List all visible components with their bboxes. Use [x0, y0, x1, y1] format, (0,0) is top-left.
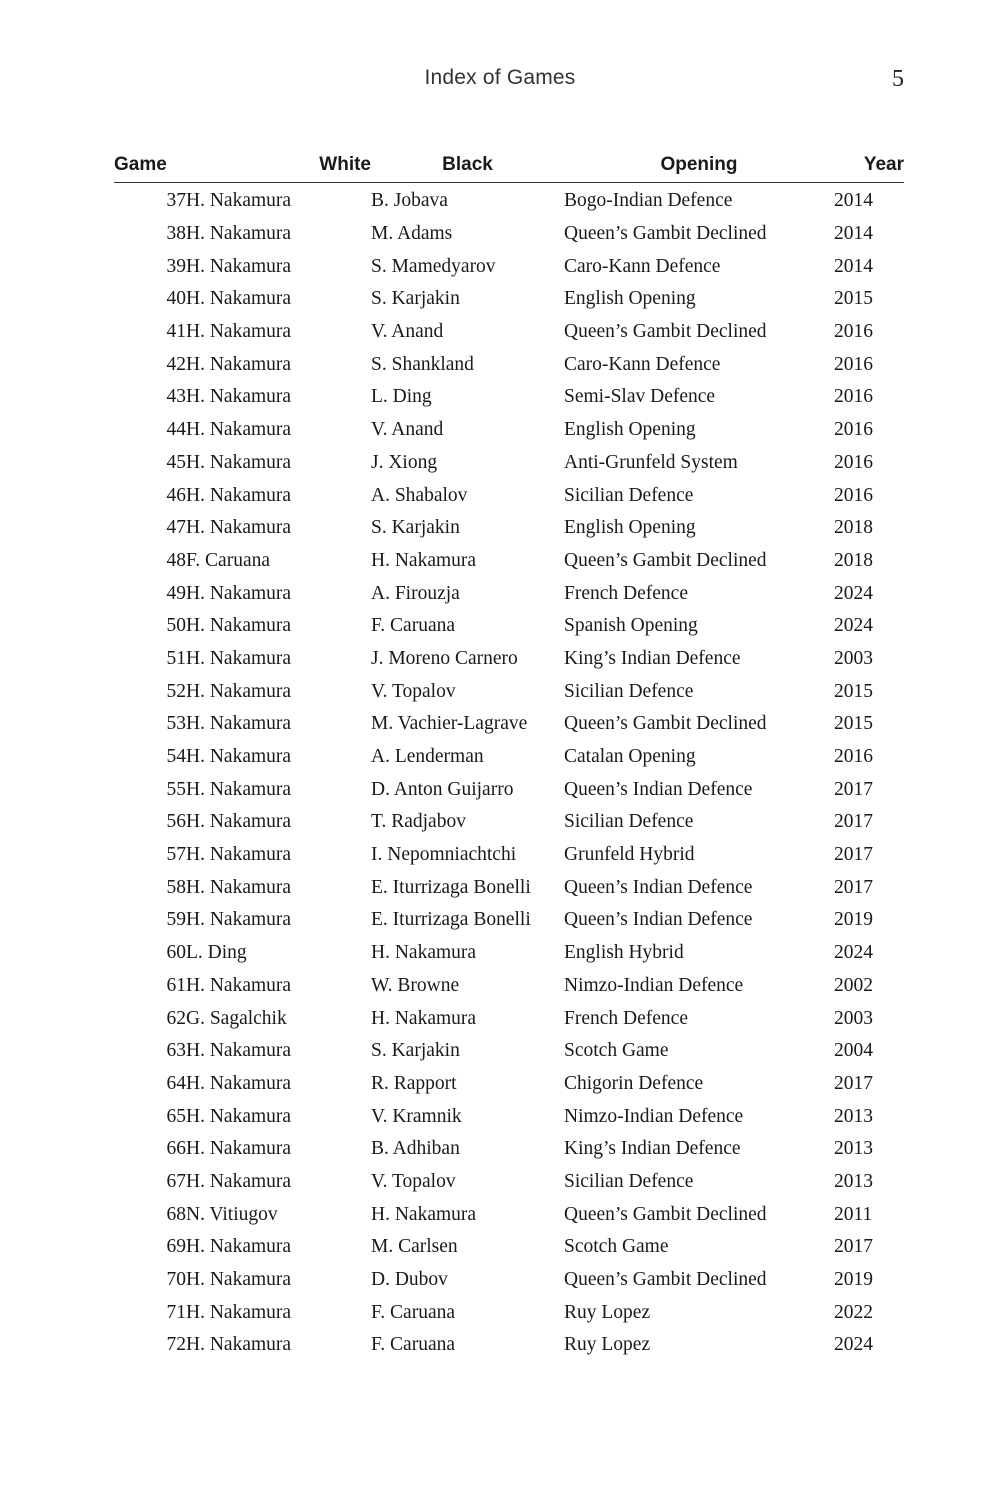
table-row [114, 1264, 904, 1297]
opening-cell: French Defence [564, 1007, 688, 1029]
black-player-cell: W. Browne [371, 974, 460, 996]
year-cell: 2015 [834, 680, 873, 702]
year-cell: 2013 [834, 1138, 873, 1160]
year-cell: 2016 [834, 746, 873, 768]
game-number-cell: 56 [166, 811, 186, 833]
opening-cell: Scotch Game [564, 1236, 669, 1258]
table-row [114, 512, 904, 545]
table-row [114, 1296, 904, 1329]
game-number-cell: 71 [166, 1301, 186, 1323]
opening-cell: Anti-Grunfeld System [564, 451, 738, 473]
opening-cell: Grunfeld Hybrid [564, 844, 695, 866]
column-header-black: Black [371, 148, 564, 183]
white-player-cell: H. Nakamura [186, 1072, 292, 1094]
white-player-cell: H. Nakamura [186, 1105, 292, 1127]
opening-cell: Queen’s Gambit Declined [564, 1269, 767, 1291]
black-player-cell: S. Karjakin [371, 1040, 460, 1062]
white-player-cell: H. Nakamura [186, 615, 292, 637]
opening-cell: Catalan Opening [564, 746, 696, 768]
table-row [114, 1035, 904, 1068]
game-number-cell: 69 [166, 1236, 186, 1258]
year-cell: 2019 [834, 1269, 873, 1291]
black-player-cell: D. Anton Guijarro [371, 778, 514, 800]
table-row [114, 1068, 904, 1101]
year-cell: 2004 [834, 1040, 873, 1062]
game-number-cell: 66 [166, 1138, 186, 1160]
opening-cell: English Opening [564, 419, 696, 441]
table-row [114, 806, 904, 839]
table-row [114, 1100, 904, 1133]
page-header [0, 66, 1000, 96]
table-header-row [114, 148, 904, 183]
black-player-cell: H. Nakamura [371, 942, 477, 964]
game-number-cell: 59 [166, 909, 186, 931]
white-player-cell: H. Nakamura [186, 1236, 292, 1258]
black-player-cell: H. Nakamura [371, 1007, 477, 1029]
opening-cell: Queen’s Indian Defence [564, 909, 753, 931]
year-cell: 2003 [834, 647, 873, 669]
opening-cell: Queen’s Gambit Declined [564, 1203, 767, 1225]
white-player-cell: L. Ding [186, 942, 247, 964]
black-player-cell: S. Karjakin [371, 517, 460, 539]
table-row [114, 904, 904, 937]
table-row [114, 741, 904, 774]
game-number-cell: 68 [166, 1203, 186, 1225]
year-cell: 2018 [834, 549, 873, 571]
year-cell: 2014 [834, 223, 873, 245]
year-cell: 2003 [834, 1007, 873, 1029]
opening-cell: King’s Indian Defence [564, 1138, 741, 1160]
opening-cell: Nimzo-Indian Defence [564, 974, 744, 996]
opening-cell: French Defence [564, 582, 688, 604]
year-cell: 2024 [834, 582, 873, 604]
white-player-cell: H. Nakamura [186, 419, 292, 441]
black-player-cell: V. Topalov [371, 1170, 456, 1192]
game-number-cell: 70 [166, 1269, 186, 1291]
opening-cell: Queen’s Gambit Declined [564, 321, 767, 343]
opening-cell: King’s Indian Defence [564, 647, 741, 669]
white-player-cell: H. Nakamura [186, 746, 292, 768]
year-cell: 2017 [834, 1236, 873, 1258]
white-player-cell: H. Nakamura [186, 680, 292, 702]
table-row [114, 1231, 904, 1264]
year-cell: 2017 [834, 778, 873, 800]
table-row [114, 447, 904, 480]
running-title: Index of Games [424, 66, 576, 89]
game-number-cell: 61 [166, 974, 186, 996]
table-row [114, 1329, 904, 1362]
opening-cell: Queen’s Indian Defence [564, 876, 753, 898]
black-player-cell: M. Carlsen [371, 1236, 458, 1258]
black-player-cell: V. Anand [371, 321, 444, 343]
table-row [114, 708, 904, 741]
opening-cell: Sicilian Defence [564, 484, 694, 506]
year-cell: 2014 [834, 190, 873, 212]
opening-cell: Spanish Opening [564, 615, 698, 637]
black-player-cell: H. Nakamura [371, 549, 477, 571]
black-player-cell: D. Dubov [371, 1269, 448, 1291]
year-cell: 2011 [834, 1203, 873, 1225]
opening-cell: Queen’s Gambit Declined [564, 223, 767, 245]
opening-cell: Sicilian Defence [564, 680, 694, 702]
year-cell: 2015 [834, 288, 873, 310]
black-player-cell: V. Kramnik [371, 1105, 462, 1127]
black-player-cell: A. Firouzja [371, 582, 460, 604]
table-row [114, 871, 904, 904]
opening-cell: Semi-Slav Defence [564, 386, 716, 408]
black-player-cell: E. Iturrizaga Bonelli [371, 909, 531, 931]
game-number-cell: 62 [166, 1007, 186, 1029]
game-number-cell: 64 [166, 1072, 186, 1094]
white-player-cell: H. Nakamura [186, 1301, 292, 1323]
game-number-cell: 54 [166, 746, 186, 768]
game-number-cell: 52 [166, 680, 186, 702]
white-player-cell: G. Sagalchik [186, 1007, 287, 1029]
table-row [114, 675, 904, 708]
table-row [114, 937, 904, 970]
white-player-cell: F. Caruana [186, 549, 270, 571]
black-player-cell: S. Karjakin [371, 288, 460, 310]
table-row [114, 643, 904, 676]
year-cell: 2016 [834, 321, 873, 343]
game-number-cell: 60 [166, 942, 186, 964]
game-number-cell: 58 [166, 876, 186, 898]
game-number-cell: 38 [166, 223, 186, 245]
opening-cell: Ruy Lopez [564, 1334, 651, 1356]
year-cell: 2013 [834, 1170, 873, 1192]
game-number-cell: 44 [166, 419, 186, 441]
white-player-cell: H. Nakamura [186, 713, 292, 735]
year-cell: 2016 [834, 419, 873, 441]
white-player-cell: H. Nakamura [186, 517, 292, 539]
table-row [114, 1166, 904, 1199]
table-row [114, 183, 904, 218]
white-player-cell: H. Nakamura [186, 255, 292, 277]
black-player-cell: B. Jobava [371, 190, 448, 212]
year-cell: 2024 [834, 1334, 873, 1356]
black-player-cell: F. Caruana [371, 1334, 455, 1356]
opening-cell: Caro-Kann Defence [564, 255, 721, 277]
year-cell: 2002 [834, 974, 873, 996]
opening-cell: Nimzo-Indian Defence [564, 1105, 744, 1127]
black-player-cell: L. Ding [371, 386, 432, 408]
table-row [114, 610, 904, 643]
black-player-cell: V. Topalov [371, 680, 456, 702]
year-cell: 2016 [834, 484, 873, 506]
table-row [114, 773, 904, 806]
white-player-cell: H. Nakamura [186, 974, 292, 996]
black-player-cell: M. Adams [371, 223, 453, 245]
black-player-cell: V. Anand [371, 419, 444, 441]
game-number-cell: 67 [166, 1170, 186, 1192]
table-row [114, 218, 904, 251]
year-cell: 2022 [834, 1301, 873, 1323]
opening-cell: Queen’s Gambit Declined [564, 713, 767, 735]
year-cell: 2017 [834, 876, 873, 898]
white-player-cell: H. Nakamura [186, 386, 292, 408]
table-row [114, 1133, 904, 1166]
column-header-white: White [186, 148, 371, 183]
game-number-cell: 72 [166, 1334, 186, 1356]
black-player-cell: B. Adhiban [371, 1138, 460, 1160]
opening-cell: Queen’s Indian Defence [564, 778, 753, 800]
black-player-cell: J. Moreno Carnero [371, 647, 518, 669]
year-cell: 2016 [834, 386, 873, 408]
white-player-cell: H. Nakamura [186, 1269, 292, 1291]
table-row [114, 283, 904, 316]
game-number-cell: 63 [166, 1040, 186, 1062]
game-number-cell: 49 [166, 582, 186, 604]
game-number-cell: 47 [166, 517, 186, 539]
white-player-cell: H. Nakamura [186, 1138, 292, 1160]
column-header-game: Game [114, 148, 186, 183]
black-player-cell: I. Nepomniachtchi [371, 844, 517, 866]
year-cell: 2024 [834, 615, 873, 637]
page-number: 5 [892, 66, 904, 92]
table-body [114, 183, 904, 1362]
table-row [114, 479, 904, 512]
white-player-cell: H. Nakamura [186, 1334, 292, 1356]
table-row [114, 316, 904, 349]
game-number-cell: 46 [166, 484, 186, 506]
game-number-cell: 57 [166, 844, 186, 866]
games-index-table [114, 148, 904, 1362]
white-player-cell: H. Nakamura [186, 876, 292, 898]
black-player-cell: E. Iturrizaga Bonelli [371, 876, 531, 898]
opening-cell: English Hybrid [564, 942, 684, 964]
white-player-cell: H. Nakamura [186, 321, 292, 343]
black-player-cell: H. Nakamura [371, 1203, 477, 1225]
white-player-cell: H. Nakamura [186, 484, 292, 506]
year-cell: 2017 [834, 844, 873, 866]
white-player-cell: H. Nakamura [186, 353, 292, 375]
white-player-cell: H. Nakamura [186, 1170, 292, 1192]
year-cell: 2019 [834, 909, 873, 931]
game-number-cell: 48 [166, 549, 186, 571]
black-player-cell: S. Mamedyarov [371, 255, 496, 277]
table-row [114, 1198, 904, 1231]
game-number-cell: 53 [166, 713, 186, 735]
year-cell: 2024 [834, 942, 873, 964]
game-number-cell: 51 [166, 647, 186, 669]
game-number-cell: 40 [166, 288, 186, 310]
white-player-cell: H. Nakamura [186, 909, 292, 931]
table-row [114, 414, 904, 447]
table-row [114, 348, 904, 381]
table-row [114, 1002, 904, 1035]
black-player-cell: A. Lenderman [371, 746, 484, 768]
table-row [114, 250, 904, 283]
year-cell: 2015 [834, 713, 873, 735]
white-player-cell: N. Vitiugov [186, 1203, 278, 1225]
opening-cell: Sicilian Defence [564, 811, 694, 833]
black-player-cell: M. Vachier-Lagrave [371, 713, 528, 735]
year-cell: 2018 [834, 517, 873, 539]
white-player-cell: H. Nakamura [186, 451, 292, 473]
table-row [114, 839, 904, 872]
game-number-cell: 55 [166, 778, 186, 800]
opening-cell: Queen’s Gambit Declined [564, 549, 767, 571]
year-cell: 2016 [834, 451, 873, 473]
opening-cell: English Opening [564, 517, 696, 539]
game-number-cell: 50 [166, 615, 186, 637]
white-player-cell: H. Nakamura [186, 811, 292, 833]
game-number-cell: 65 [166, 1105, 186, 1127]
year-cell: 2016 [834, 353, 873, 375]
opening-cell: Chigorin Defence [564, 1072, 704, 1094]
year-cell: 2014 [834, 255, 873, 277]
year-cell: 2013 [834, 1105, 873, 1127]
white-player-cell: H. Nakamura [186, 582, 292, 604]
white-player-cell: H. Nakamura [186, 1040, 292, 1062]
table-row [114, 381, 904, 414]
table-row [114, 577, 904, 610]
black-player-cell: A. Shabalov [371, 484, 468, 506]
game-number-cell: 39 [166, 255, 186, 277]
opening-cell: Bogo-Indian Defence [564, 190, 733, 212]
column-header-opening: Opening [564, 148, 834, 183]
game-number-cell: 37 [166, 190, 186, 212]
opening-cell: Caro-Kann Defence [564, 353, 721, 375]
white-player-cell: H. Nakamura [186, 190, 292, 212]
column-header-year: Year [834, 148, 904, 183]
black-player-cell: F. Caruana [371, 615, 455, 637]
table-row [114, 970, 904, 1003]
white-player-cell: H. Nakamura [186, 288, 292, 310]
white-player-cell: H. Nakamura [186, 778, 292, 800]
year-cell: 2017 [834, 1072, 873, 1094]
black-player-cell: F. Caruana [371, 1301, 455, 1323]
year-cell: 2017 [834, 811, 873, 833]
black-player-cell: R. Rapport [371, 1072, 457, 1094]
opening-cell: Ruy Lopez [564, 1301, 651, 1323]
white-player-cell: H. Nakamura [186, 844, 292, 866]
white-player-cell: H. Nakamura [186, 223, 292, 245]
black-player-cell: T. Radjabov [371, 811, 466, 833]
game-number-cell: 45 [166, 451, 186, 473]
opening-cell: Scotch Game [564, 1040, 669, 1062]
opening-cell: Sicilian Defence [564, 1170, 694, 1192]
black-player-cell: J. Xiong [371, 451, 438, 473]
black-player-cell: S. Shankland [371, 353, 474, 375]
game-number-cell: 41 [166, 321, 186, 343]
game-number-cell: 43 [166, 386, 186, 408]
white-player-cell: H. Nakamura [186, 647, 292, 669]
table-row [114, 545, 904, 578]
game-number-cell: 42 [166, 353, 186, 375]
opening-cell: English Opening [564, 288, 696, 310]
